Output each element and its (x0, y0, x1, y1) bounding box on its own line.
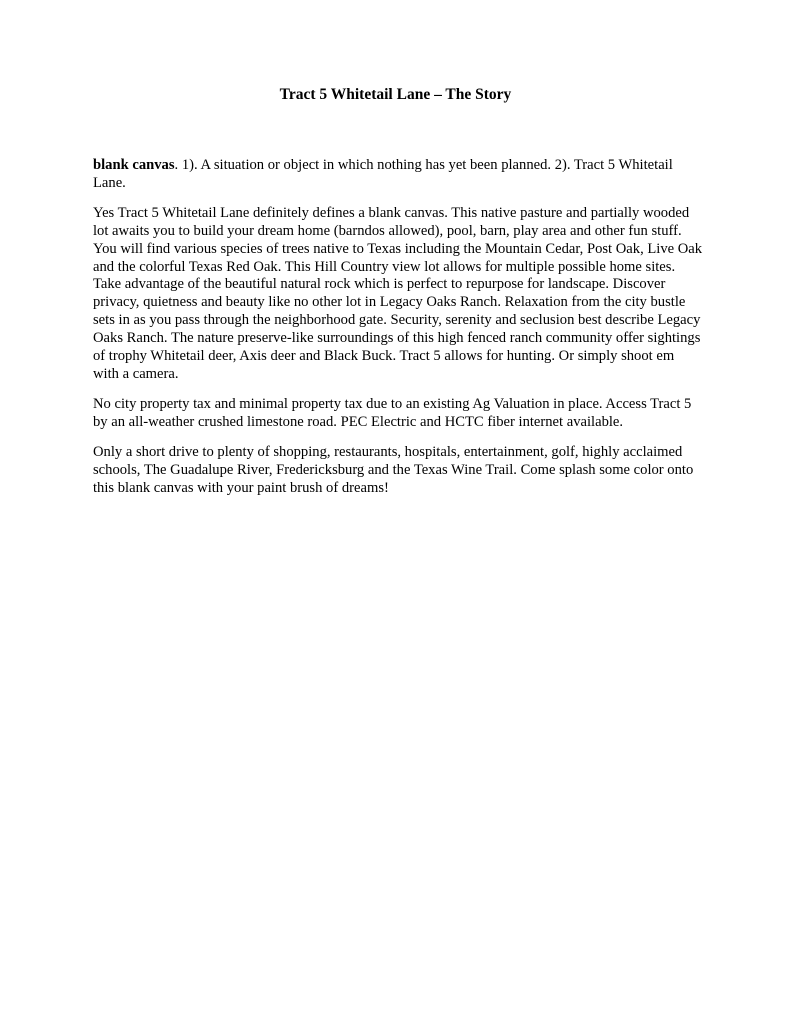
description-paragraph: Yes Tract 5 Whitetail Lane definitely defines a blank canvas. This native pasture and partially wooded lot awaits you to build your dream home (barndos allowed), pool, barn, play area and other fun stuff. You will find various species of trees native to Texas including the Mountain Cedar, Post Oak, Live Oak and the colorful Texas Red Oak. This Hill Country view lot allows for multiple possible home sites. Take advantage of the beautiful natural rock which is perfect to repurpose for landscape. Discover privacy, quietness and beauty like no other lot in Legacy Oaks Ranch. Relaxation from the city bustle sets in as you pass through the neighborhood gate. Security, serenity and seclusion best describe Legacy Oaks Ranch. The nature preserve-like surroundings of this high fenced ranch community offer sightings of trophy Whitetail deer, Axis deer and Black Buck. Tract 5 allows for hunting. Or simply shoot em with a camera. (93, 204, 703, 382)
definition-text: . 1). A situation or object in which nothing has yet been planned. 2). Tract 5 Whitetail Lane. (93, 157, 673, 191)
tax-access-paragraph: No city property tax and minimal property tax due to an existing Ag Valuation in place. Access Tract 5 by an all-weather crushed limestone road. PEC Electric and HCTC fiber internet available. (93, 395, 692, 430)
document-title: Tract 5 Whitetail Lane – The Story (279, 86, 512, 103)
document-body (93, 157, 703, 509)
definition-paragraph (93, 157, 703, 193)
definition-term: blank canvas (93, 157, 175, 173)
location-paragraph: Only a short drive to plenty of shopping, restaurants, hospitals, entertainment, golf, highly acclaimed schools, The Guadalupe River, Fredericksburg and the Texas Wine Trail. Come splash some color onto this blank canvas with your paint brush of dreams! (93, 443, 694, 496)
